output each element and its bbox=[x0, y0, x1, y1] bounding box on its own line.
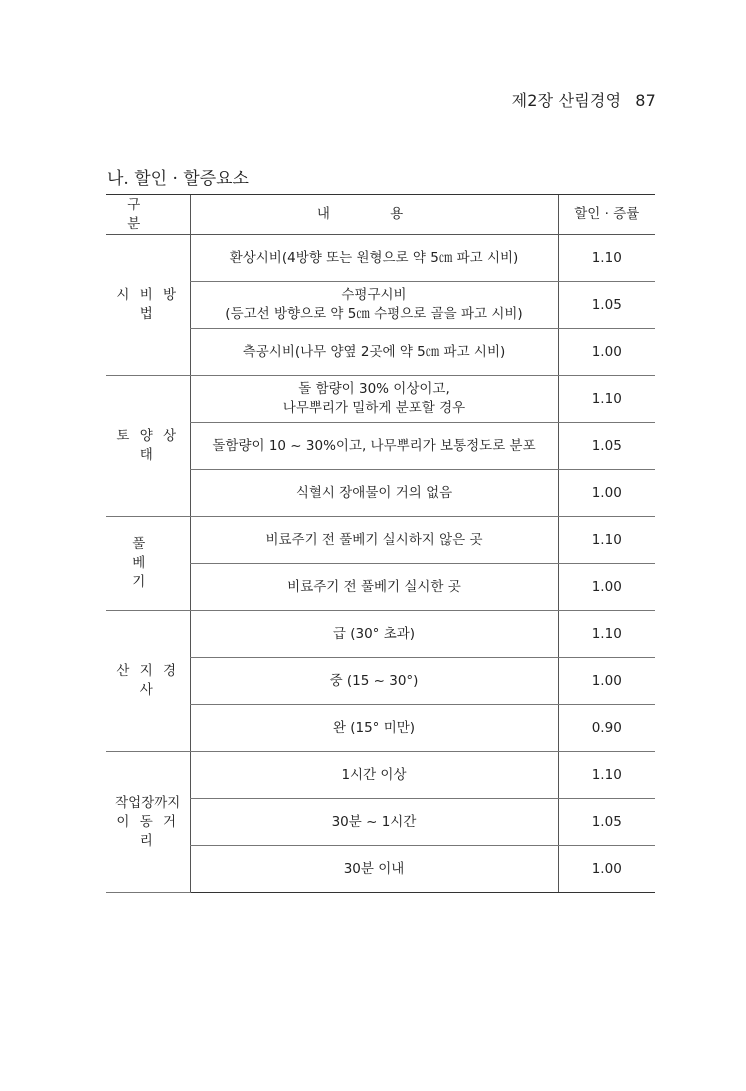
content-cell bbox=[190, 282, 558, 329]
content-cell: 돌함량이 10 ~ 30%이고, 나무뿌리가 보통정도로 분포 bbox=[190, 423, 558, 470]
content-cell: 환상시비(4방향 또는 원형으로 약 5㎝ 파고 시비) bbox=[190, 235, 558, 282]
header-category: 구 분 bbox=[106, 195, 190, 235]
category-line: 이 동 거 리 bbox=[116, 813, 180, 849]
rate-cell: 1.05 bbox=[558, 799, 655, 846]
rate-cell: 1.10 bbox=[558, 517, 655, 564]
content-cell: 30분 이내 bbox=[190, 846, 558, 893]
content-line: 돌 함량이 30% 이상이고, bbox=[298, 381, 450, 397]
category-fertilization-method: 시 비 방 법 bbox=[106, 235, 190, 376]
page-number: 87 bbox=[635, 91, 656, 110]
table-row bbox=[106, 517, 655, 564]
content-line: (등고선 방향으로 약 5㎝ 수평으로 골을 파고 시비) bbox=[225, 306, 523, 322]
content-line: 나무뿌리가 밀하게 분포할 경우 bbox=[282, 400, 466, 416]
header-rate: 할인 · 증률 bbox=[558, 195, 655, 235]
rate-cell: 1.00 bbox=[558, 658, 655, 705]
rate-cell: 1.05 bbox=[558, 282, 655, 329]
rate-cell: 1.10 bbox=[558, 752, 655, 799]
category-soil-condition: 토 양 상 태 bbox=[106, 376, 190, 517]
content-cell: 식혈시 장애물이 거의 없음 bbox=[190, 470, 558, 517]
content-line: 수평구시비 bbox=[341, 287, 407, 303]
content-cell: 비료주기 전 풀베기 실시하지 않은 곳 bbox=[190, 517, 558, 564]
rate-cell: 1.10 bbox=[558, 611, 655, 658]
discount-surcharge-table bbox=[106, 194, 655, 893]
table-row bbox=[106, 235, 655, 282]
category-line: 작업장까지 bbox=[115, 794, 181, 811]
rate-cell: 1.00 bbox=[558, 564, 655, 611]
table-row bbox=[106, 376, 655, 423]
section-title: 나. 할인 · 할증요소 bbox=[107, 169, 249, 189]
rate-cell: 1.00 bbox=[558, 846, 655, 893]
content-cell: 측공시비(나무 양옆 2곳에 약 5㎝ 파고 시비) bbox=[190, 329, 558, 376]
rate-cell: 1.05 bbox=[558, 423, 655, 470]
content-cell: 급 (30° 초과) bbox=[190, 611, 558, 658]
content-cell: 1시간 이상 bbox=[190, 752, 558, 799]
category-travel-distance bbox=[106, 752, 190, 893]
running-header bbox=[512, 88, 656, 111]
content-cell: 30분 ~ 1시간 bbox=[190, 799, 558, 846]
category-slope: 산 지 경 사 bbox=[106, 611, 190, 752]
content-cell: 중 (15 ~ 30°) bbox=[190, 658, 558, 705]
table-row bbox=[106, 611, 655, 658]
table-header-row bbox=[106, 195, 655, 235]
category-weeding: 풀 베 기 bbox=[106, 517, 190, 611]
rate-cell: 1.00 bbox=[558, 470, 655, 517]
chapter-title: 제2장 산림경영 bbox=[511, 91, 622, 110]
rate-cell: 1.10 bbox=[558, 235, 655, 282]
content-cell: 비료주기 전 풀베기 실시한 곳 bbox=[190, 564, 558, 611]
content-cell: 완 (15° 미만) bbox=[190, 705, 558, 752]
rate-cell: 1.00 bbox=[558, 329, 655, 376]
content-cell bbox=[190, 376, 558, 423]
rate-cell: 1.10 bbox=[558, 376, 655, 423]
header-content: 내 용 bbox=[190, 195, 558, 235]
rate-cell: 0.90 bbox=[558, 705, 655, 752]
table-row bbox=[106, 752, 655, 799]
